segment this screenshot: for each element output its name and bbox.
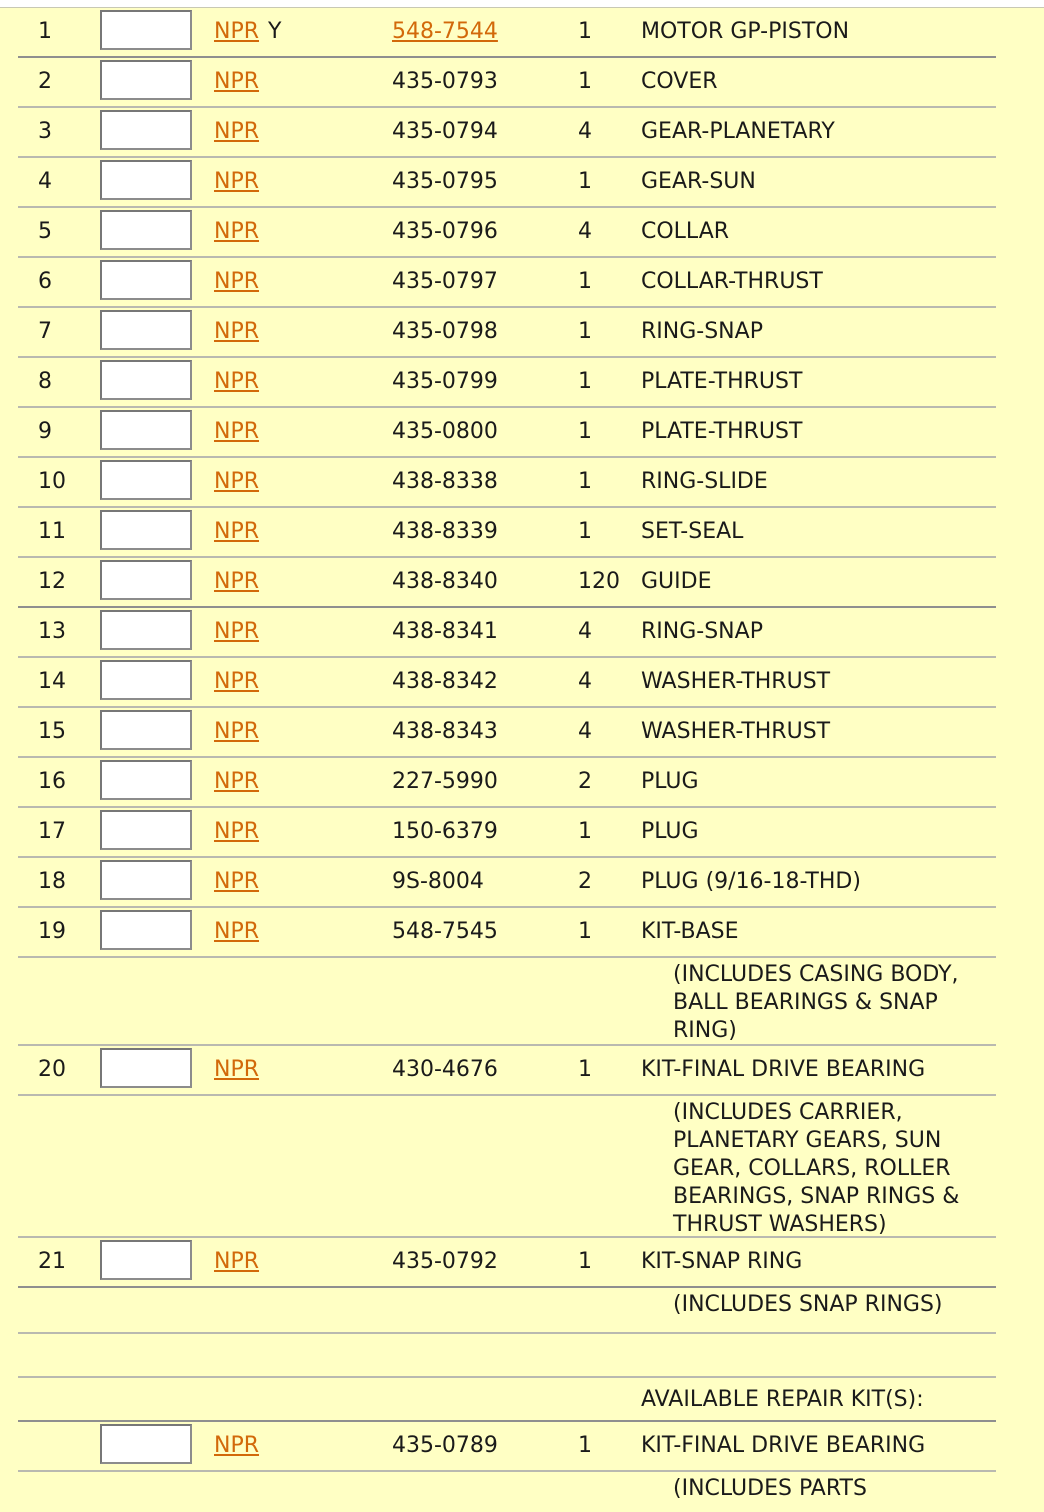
- includes-row: [18, 1096, 996, 1238]
- npr-link[interactable]: NPR: [214, 1057, 260, 1082]
- part-description: PLUG: [641, 819, 699, 844]
- quantity-input[interactable]: [100, 110, 192, 150]
- npr-link[interactable]: NPR: [214, 219, 260, 244]
- part-number: 435-0793: [392, 69, 498, 94]
- quantity-input[interactable]: [100, 1240, 192, 1280]
- quantity: 1: [578, 469, 592, 494]
- npr-cell: [214, 508, 259, 556]
- part-number: 9S-8004: [392, 869, 484, 894]
- part-description: COLLAR-THRUST: [641, 269, 823, 294]
- quantity: 1: [578, 1057, 592, 1082]
- table-row: [18, 558, 996, 608]
- part-number: 435-0796: [392, 219, 498, 244]
- quantity: 2: [578, 869, 592, 894]
- quantity: 4: [578, 219, 592, 244]
- item-number: 4: [38, 169, 52, 194]
- table-row: [18, 658, 996, 708]
- quantity: 1: [578, 319, 592, 344]
- repair-kits-heading-row: [18, 1378, 996, 1422]
- part-number: 435-0794: [392, 119, 498, 144]
- part-number: 438-8341: [392, 619, 498, 644]
- item-number: 2: [38, 69, 52, 94]
- part-description: PLUG: [641, 769, 699, 794]
- quantity: 4: [578, 619, 592, 644]
- quantity-input[interactable]: [100, 610, 192, 650]
- quantity: 1: [578, 69, 592, 94]
- npr-link[interactable]: NPR: [214, 769, 260, 794]
- item-number: 6: [38, 269, 52, 294]
- quantity: 1: [578, 419, 592, 444]
- includes-text: (INCLUDES CARRIER, PLANETARY GEARS, SUN GEAR, COLLARS, ROLLER BEARINGS, SNAP RINGS & THRUST WASHERS): [673, 1100, 960, 1237]
- npr-cell: [214, 358, 259, 406]
- part-description: WASHER-THRUST: [641, 719, 831, 744]
- quantity-input[interactable]: [100, 910, 192, 950]
- part-number: 438-8340: [392, 569, 498, 594]
- npr-link[interactable]: NPR: [214, 419, 260, 444]
- table-row: [18, 858, 996, 908]
- quantity-input[interactable]: [100, 10, 192, 50]
- npr-link[interactable]: NPR: [214, 569, 260, 594]
- part-description: PLATE-THRUST: [641, 419, 803, 444]
- flag-indicator: Y: [268, 19, 282, 44]
- item-number: 10: [38, 469, 66, 494]
- npr-cell: [214, 158, 259, 206]
- item-number: 1: [38, 19, 52, 44]
- part-description: KIT-SNAP RING: [641, 1249, 803, 1274]
- part-description: MOTOR GP-PISTON: [641, 19, 850, 44]
- quantity: 1: [578, 819, 592, 844]
- part-description: SET-SEAL: [641, 519, 744, 544]
- quantity: 1: [578, 19, 592, 44]
- item-number: 17: [38, 819, 66, 844]
- item-number: 14: [38, 669, 66, 694]
- npr-cell: [214, 908, 259, 956]
- quantity: 1: [578, 269, 592, 294]
- quantity-input[interactable]: [100, 760, 192, 800]
- includes-text: (INCLUDES SNAP RINGS): [673, 1292, 943, 1317]
- quantity-input[interactable]: [100, 460, 192, 500]
- table-row: [18, 408, 996, 458]
- item-number: 16: [38, 769, 66, 794]
- table-row: [18, 758, 996, 808]
- table-row: [18, 1238, 996, 1288]
- page-top-border: [0, 0, 1044, 8]
- quantity: 4: [578, 669, 592, 694]
- quantity-input[interactable]: [100, 660, 192, 700]
- part-number: 150-6379: [392, 819, 498, 844]
- npr-cell: [214, 58, 259, 106]
- repair-kits-heading: AVAILABLE REPAIR KIT(S):: [641, 1387, 924, 1412]
- table-row: [18, 208, 996, 258]
- part-number: 435-0792: [392, 1249, 498, 1274]
- part-description: COVER: [641, 69, 718, 94]
- npr-link[interactable]: NPR: [214, 269, 260, 294]
- part-description: PLATE-THRUST: [641, 369, 803, 394]
- part-description: WASHER-THRUST: [641, 669, 831, 694]
- npr-link[interactable]: NPR: [214, 669, 260, 694]
- npr-link[interactable]: NPR: [214, 69, 260, 94]
- item-number: 3: [38, 119, 52, 144]
- parts-table: [18, 8, 996, 1512]
- npr-cell: [214, 808, 259, 856]
- npr-cell: [214, 608, 259, 656]
- part-number: 435-0789: [392, 1433, 498, 1458]
- part-number: 438-8343: [392, 719, 498, 744]
- table-row: [18, 908, 996, 958]
- npr-cell: [214, 408, 259, 456]
- npr-link[interactable]: NPR: [214, 919, 260, 944]
- npr-cell: [214, 758, 259, 806]
- item-number: 5: [38, 219, 52, 244]
- npr-cell: [214, 208, 259, 256]
- quantity-input[interactable]: [100, 360, 192, 400]
- npr-link[interactable]: NPR: [214, 619, 260, 644]
- item-number: 11: [38, 519, 66, 544]
- includes-row: [18, 1472, 996, 1512]
- quantity: 4: [578, 719, 592, 744]
- npr-link[interactable]: NPR: [214, 519, 260, 544]
- quantity-input[interactable]: [100, 560, 192, 600]
- npr-link[interactable]: NPR: [214, 169, 260, 194]
- table-row: [18, 1046, 996, 1096]
- quantity-input[interactable]: [100, 260, 192, 300]
- item-number: 8: [38, 369, 52, 394]
- includes-row: [18, 1288, 996, 1334]
- part-number: 438-8342: [392, 669, 498, 694]
- npr-cell: [214, 1238, 259, 1286]
- part-description: RING-SNAP: [641, 319, 763, 344]
- item-number: 9: [38, 419, 52, 444]
- item-number: 19: [38, 919, 66, 944]
- part-number: 438-8339: [392, 519, 498, 544]
- part-number: 438-8338: [392, 469, 498, 494]
- npr-cell: [214, 658, 259, 706]
- item-number: 12: [38, 569, 66, 594]
- includes-row: [18, 958, 996, 1046]
- part-number: [392, 8, 498, 56]
- table-row: [18, 458, 996, 508]
- quantity-input[interactable]: [100, 710, 192, 750]
- table-row: [18, 1422, 996, 1472]
- quantity: 120: [578, 569, 620, 594]
- quantity-input[interactable]: [100, 60, 192, 100]
- includes-text: (INCLUDES PARTS: [673, 1476, 867, 1501]
- quantity-input[interactable]: [100, 160, 192, 200]
- spacer-row: [18, 1334, 996, 1378]
- npr-cell: [214, 708, 259, 756]
- quantity: 4: [578, 119, 592, 144]
- npr-cell: [214, 458, 259, 506]
- quantity: 2: [578, 769, 592, 794]
- part-number-link[interactable]: 548-7544: [392, 19, 498, 44]
- table-row: [18, 708, 996, 758]
- npr-link[interactable]: NPR: [214, 819, 260, 844]
- part-description: KIT-FINAL DRIVE BEARING: [641, 1057, 926, 1082]
- npr-cell: [214, 258, 259, 306]
- table-row: [18, 58, 996, 108]
- item-number: 13: [38, 619, 66, 644]
- table-row: [18, 808, 996, 858]
- table-row: [18, 8, 996, 58]
- part-number: 227-5990: [392, 769, 498, 794]
- part-description: KIT-FINAL DRIVE BEARING: [641, 1433, 926, 1458]
- npr-link[interactable]: NPR: [214, 19, 260, 44]
- table-row: [18, 158, 996, 208]
- npr-link[interactable]: NPR: [214, 119, 260, 144]
- npr-link[interactable]: NPR: [214, 869, 260, 894]
- quantity: 1: [578, 1433, 592, 1458]
- part-description: COLLAR: [641, 219, 730, 244]
- table-row: [18, 108, 996, 158]
- part-description: RING-SLIDE: [641, 469, 768, 494]
- item-number: 7: [38, 319, 52, 344]
- table-row: [18, 308, 996, 358]
- includes-text: (INCLUDES CASING BODY, BALL BEARINGS & SNAP RING): [673, 962, 959, 1043]
- quantity-input[interactable]: [100, 410, 192, 450]
- quantity: 1: [578, 1249, 592, 1274]
- npr-cell: [214, 308, 259, 356]
- part-number: 435-0798: [392, 319, 498, 344]
- item-number: 15: [38, 719, 66, 744]
- quantity-input[interactable]: [100, 860, 192, 900]
- npr-link[interactable]: NPR: [214, 1249, 260, 1274]
- part-number: 435-0797: [392, 269, 498, 294]
- quantity-input[interactable]: [100, 210, 192, 250]
- npr-cell: [214, 8, 259, 56]
- quantity: 1: [578, 369, 592, 394]
- table-row: [18, 258, 996, 308]
- quantity: 1: [578, 519, 592, 544]
- quantity: 1: [578, 169, 592, 194]
- npr-cell: [214, 1422, 259, 1470]
- part-number: 435-0799: [392, 369, 498, 394]
- part-description: RING-SNAP: [641, 619, 763, 644]
- part-number: 435-0795: [392, 169, 498, 194]
- item-number: 18: [38, 869, 66, 894]
- part-description: GEAR-SUN: [641, 169, 756, 194]
- npr-link[interactable]: NPR: [214, 319, 260, 344]
- table-row: [18, 508, 996, 558]
- npr-cell: [214, 858, 259, 906]
- part-number: 430-4676: [392, 1057, 498, 1082]
- npr-cell: [214, 558, 259, 606]
- npr-cell: [214, 108, 259, 156]
- table-row: [18, 608, 996, 658]
- part-description: PLUG (9/16-18-THD): [641, 869, 861, 894]
- part-description: KIT-BASE: [641, 919, 739, 944]
- npr-link[interactable]: NPR: [214, 719, 260, 744]
- part-description: GUIDE: [641, 569, 712, 594]
- quantity: 1: [578, 919, 592, 944]
- quantity-input[interactable]: [100, 1424, 192, 1464]
- npr-link[interactable]: NPR: [214, 1433, 260, 1458]
- part-description: GEAR-PLANETARY: [641, 119, 835, 144]
- quantity-input[interactable]: [100, 1048, 192, 1088]
- table-row: [18, 358, 996, 408]
- quantity-input[interactable]: [100, 310, 192, 350]
- quantity-input[interactable]: [100, 810, 192, 850]
- npr-link[interactable]: NPR: [214, 369, 260, 394]
- part-number: 548-7545: [392, 919, 498, 944]
- item-number: 20: [38, 1057, 66, 1082]
- part-number: 435-0800: [392, 419, 498, 444]
- item-number: 21: [38, 1249, 66, 1274]
- npr-link[interactable]: NPR: [214, 469, 260, 494]
- quantity-input[interactable]: [100, 510, 192, 550]
- npr-cell: [214, 1046, 259, 1094]
